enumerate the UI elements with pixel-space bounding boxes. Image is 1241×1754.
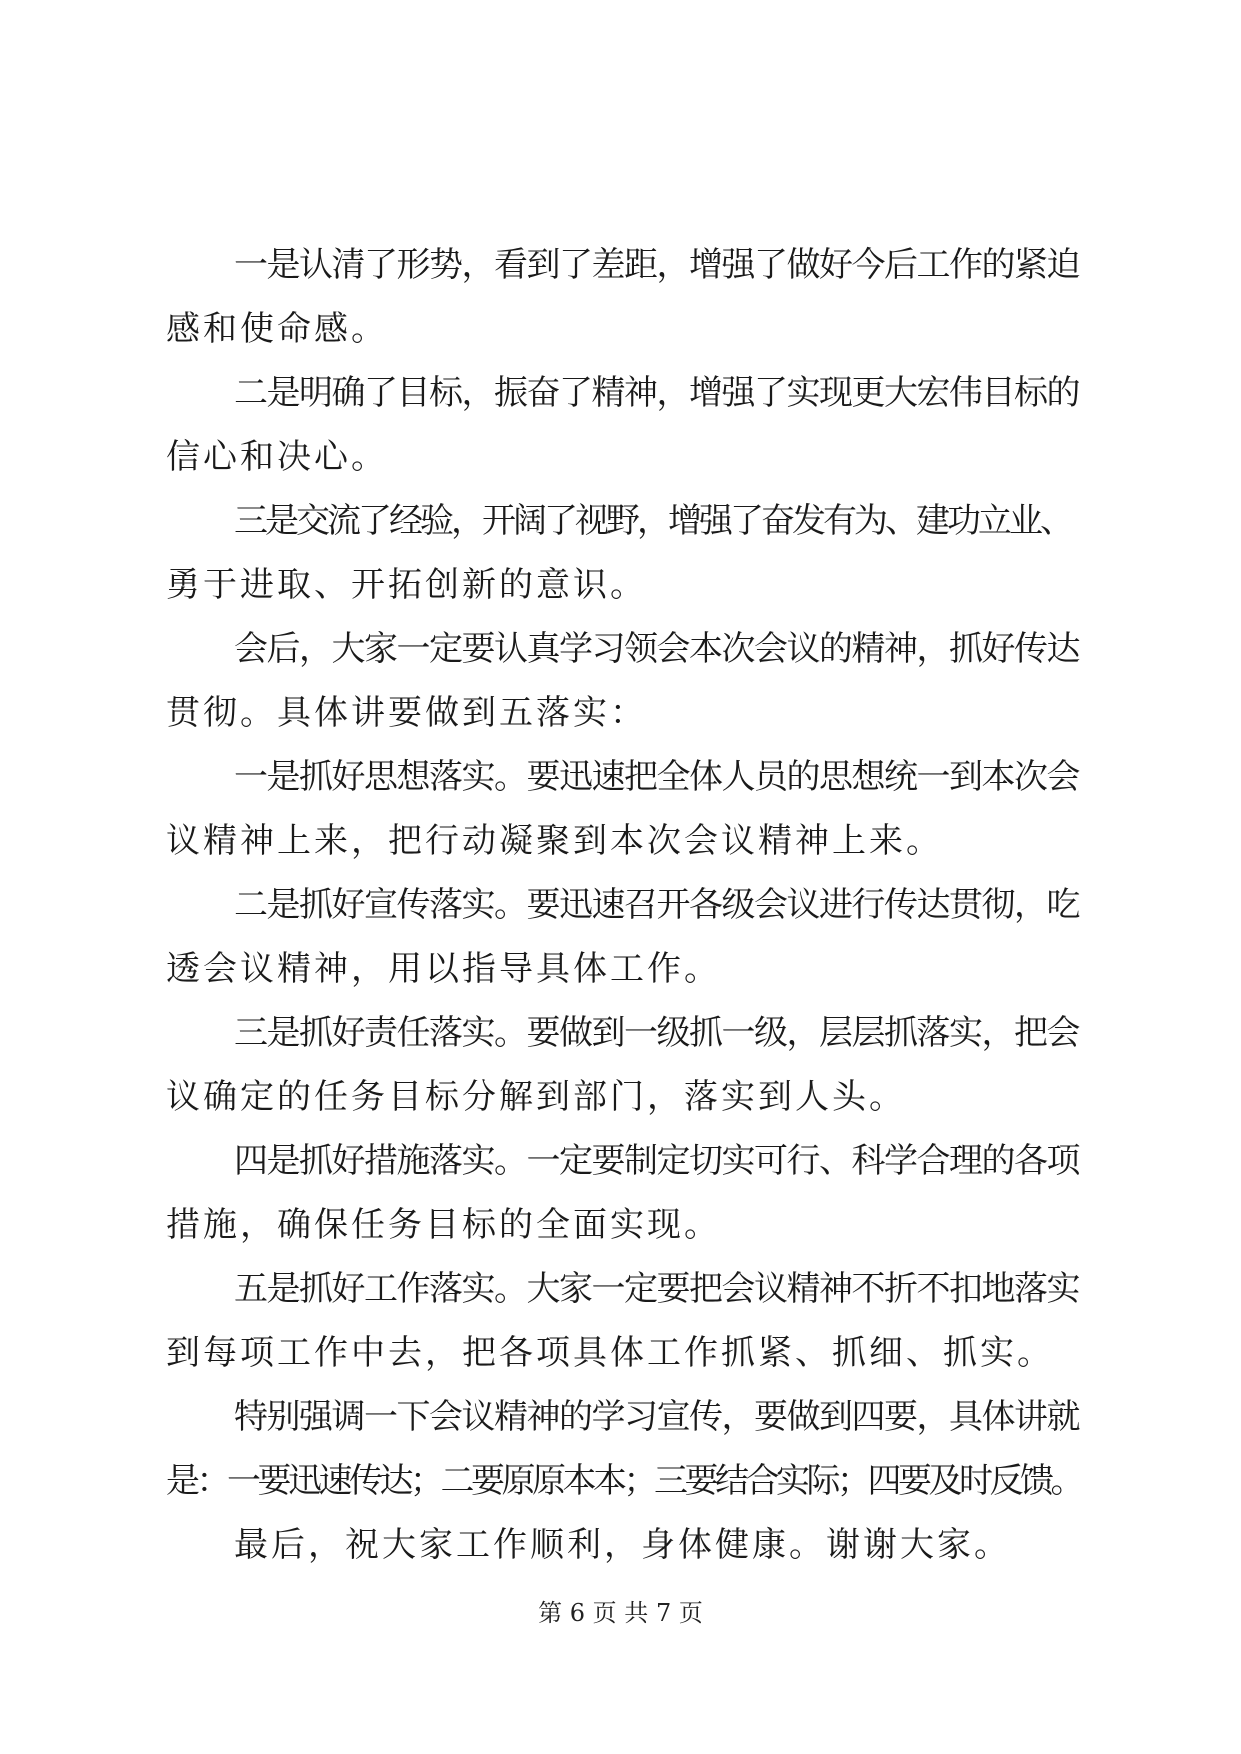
text-line: 五是抓好工作落实。大家一定要把会议精神不折不扣地落实 [234, 1269, 1079, 1309]
text-line: 二是明确了目标，振奋了精神，增强了实现更大宏伟目标的 [234, 373, 1079, 413]
text-line: 贯彻。具体讲要做到五落实： [166, 693, 647, 733]
page-number-footer: 第 6 页 共 7 页 [538, 1599, 703, 1627]
text-line: 勇于进取、开拓创新的意识。 [166, 565, 647, 605]
text-line: 三是抓好责任落实。要做到一级抓一级，层层抓落实，把会 [234, 1013, 1079, 1053]
text-line: 二是抓好宣传落实。要迅速召开各级会议进行传达贯彻，吃 [234, 885, 1079, 925]
text-line: 一是抓好思想落实。要迅速把全体人员的思想统一到本次会 [234, 757, 1079, 797]
text-line: 议精神上来，把行动凝聚到本次会议精神上来。 [166, 821, 943, 861]
text-line: 三是交流了经验，开阔了视野，增强了奋发有为、建功立业、 [234, 501, 1071, 541]
text-line: 会后，大家一定要认真学习领会本次会议的精神，抓好传达 [234, 629, 1079, 669]
text-line: 特别强调一下会议精神的学习宣传，要做到四要，具体讲就 [234, 1397, 1079, 1437]
text-line: 透会议精神，用以指导具体工作。 [166, 949, 721, 989]
text-line: 议确定的任务目标分解到部门，落实到人头。 [166, 1077, 906, 1117]
text-line: 到每项工作中去，把各项具体工作抓紧、抓细、抓实。 [166, 1333, 1054, 1373]
text-line: 感和使命感。 [166, 309, 388, 349]
text-line: 是：一要迅速传达；二要原原本本；三要结合实际；四要及时反馈。 [166, 1461, 1081, 1501]
text-line: 最后，祝大家工作顺利，身体健康。谢谢大家。 [234, 1525, 1011, 1565]
text-line: 措施，确保任务目标的全面实现。 [166, 1205, 721, 1245]
text-line: 四是抓好措施落实。一定要制定切实可行、科学合理的各项 [234, 1141, 1079, 1181]
text-line: 一是认清了形势，看到了差距，增强了做好今后工作的紧迫 [234, 245, 1079, 285]
text-line: 信心和决心。 [166, 437, 388, 477]
document-body [166, 233, 1082, 1577]
